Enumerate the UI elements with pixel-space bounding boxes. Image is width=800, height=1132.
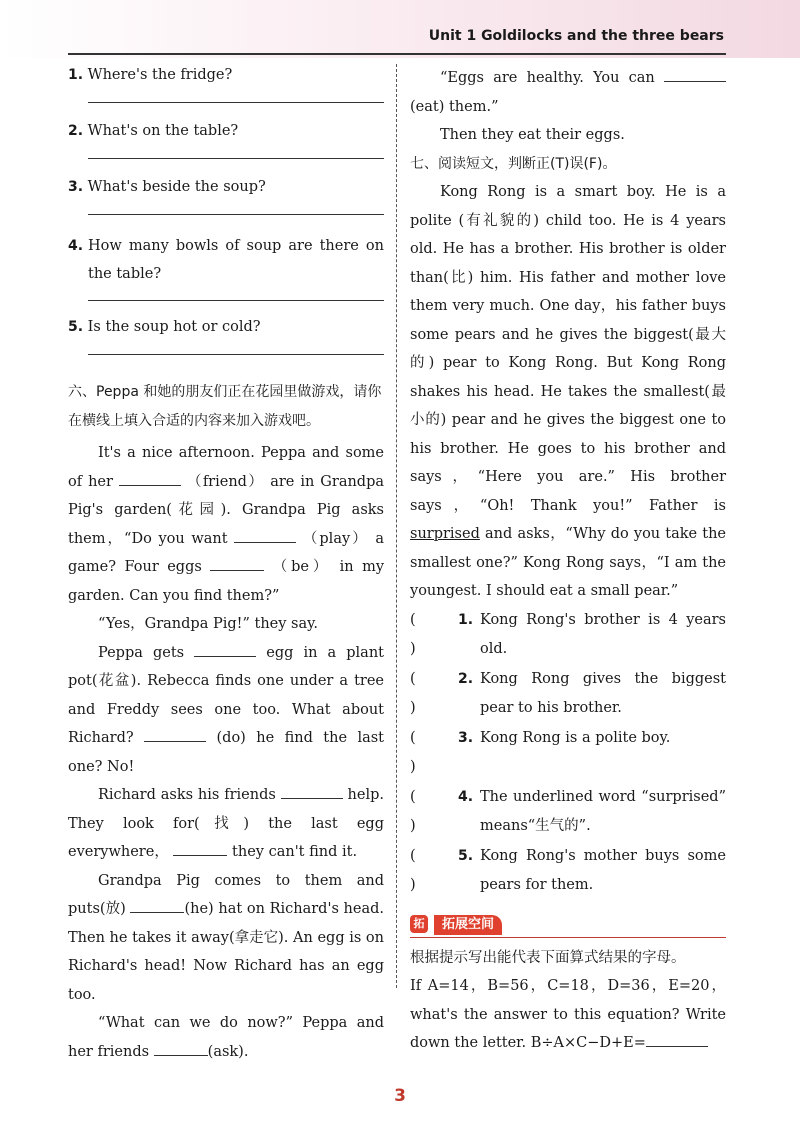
question-text: Where's the fridge? xyxy=(87,67,233,83)
fill-blank[interactable] xyxy=(144,727,206,742)
unit-title: Unit 1 Goldilocks and the three bears xyxy=(428,28,724,44)
extension-question: If A=14，B=56，C=18，D=36，E=20，what's the answer to this equation? Write down the letter. B÷A×C−D+E= xyxy=(410,978,726,1051)
fill-blank[interactable] xyxy=(130,898,184,913)
passage-paragraph: “What can we do now?” Peppa and her friends (ask). xyxy=(68,1015,384,1060)
answer-paren[interactable]: ( ) xyxy=(410,670,434,716)
passage-paragraph: “Yes，Grandpa Pig!” they say. xyxy=(98,616,318,632)
fill-blank[interactable] xyxy=(210,556,264,571)
passage-paragraph: It's a nice afternoon. Peppa and some of her （friend） are in Grandpa Pig's garden(花园). Grandpa Pig asks them，“Do you want （play） a game? Four eggs （be） in my garden. Can you find them?” xyxy=(68,445,385,604)
fill-blank[interactable] xyxy=(119,471,181,486)
extension-instruction: 根据提示写出能代表下面算式结果的字母。 xyxy=(410,949,686,966)
question-2: 2. What's on the table? xyxy=(68,120,384,176)
question-text: What's on the table? xyxy=(87,123,239,139)
answer-line[interactable] xyxy=(88,214,384,215)
tf-item-5: ( ) 5. Kong Rong's mother buys some pears for them. xyxy=(410,842,726,901)
tf-item-1: ( ) 1. Kong Rong's brother is 4 years old. xyxy=(410,606,726,665)
header-rule xyxy=(68,53,726,55)
question-3: 3. What's beside the soup? xyxy=(68,176,384,232)
passage-paragraph: “Eggs are healthy. You can (eat) them.” xyxy=(410,64,726,121)
tf-item-4: ( ) 4. The underlined word “surprised” means“生气的”. xyxy=(410,783,726,842)
reading-passage: Kong Rong is a smart boy. He is a polite (有礼貌的) child too. He is 4 years old. He has a brother. His brother is older than(比) him. His father and mother love them very much. One day，his father buys some pears and he gives the biggest(最大的) pear to Kong Rong. But Kong Rong shakes his head. He takes the smallest(最小的) pear and he gives the biggest one to his brother. He goes to his brother and says，“Here you are.” His brother says，“Oh! Thank you!” Father is surprised and asks，“Why do you take the smallest one?” Kong Rong says，“I am the youngest. I should eat a small pear.” xyxy=(410,184,727,599)
underlined-word: surprised xyxy=(410,526,480,542)
fill-blank[interactable] xyxy=(664,67,726,82)
column-divider xyxy=(396,64,397,988)
question-4: 4. How many bowls of soup are there on the table? xyxy=(68,232,384,316)
section-7-heading: 七、阅读短文，判断正(T)误(F)。 xyxy=(410,155,617,172)
question-text: Is the soup hot or cold? xyxy=(87,319,261,335)
question-text: What's beside the soup? xyxy=(87,179,266,195)
fill-blank[interactable] xyxy=(234,528,296,543)
passage-paragraph: Then they eat their eggs. xyxy=(440,127,625,143)
answer-line[interactable] xyxy=(88,354,384,355)
fill-blank[interactable] xyxy=(173,841,227,856)
question-5: 5. Is the soup hot or cold? xyxy=(68,316,384,374)
section-6-heading: 六、Peppa 和她的朋友们正在花园里做游戏，请你在横线上填入合适的内容来加入游戏吧。 xyxy=(68,384,382,429)
right-column xyxy=(410,64,726,1058)
passage-paragraph: Richard asks his friends help. They look for(找) the last egg everywhere， they can't find it. xyxy=(68,781,384,867)
fill-blank[interactable] xyxy=(154,1041,208,1056)
question-text: How many bowls of soup are there on the table? xyxy=(88,238,384,282)
fill-blank[interactable] xyxy=(194,642,256,657)
extension-banner xyxy=(410,915,726,938)
answer-paren[interactable]: ( ) xyxy=(410,788,434,834)
answer-paren[interactable]: ( ) xyxy=(410,729,434,775)
fill-blank[interactable] xyxy=(646,1032,708,1047)
tf-item-2: ( ) 2. Kong Rong gives the biggest pear to his brother. xyxy=(410,665,726,724)
question-1: 1. Where's the fridge? xyxy=(68,64,384,120)
answer-line[interactable] xyxy=(88,300,384,301)
answer-line[interactable] xyxy=(88,158,384,159)
tf-item-3: ( ) 3. Kong Rong is a polite boy. xyxy=(410,724,726,783)
passage-paragraph: Grandpa Pig comes to them and puts(放) (he) hat on Richard's head. Then he takes it away(拿走它). An egg is on Richard's head! Now Richard has an egg too. xyxy=(68,872,385,1003)
passage-paragraph: Peppa gets egg in a plant pot(花盆). Rebecca finds one under a tree and Freddy sees one too. What about Richard? (do) he find the last one? No! xyxy=(68,639,384,782)
extension-icon: 拓 xyxy=(410,915,428,933)
answer-paren[interactable]: ( ) xyxy=(410,847,434,893)
page-number: 3 xyxy=(394,1086,406,1106)
extension-title: 拓展空间 xyxy=(434,915,502,935)
answer-line[interactable] xyxy=(88,102,384,103)
answer-paren[interactable]: ( ) xyxy=(410,611,434,657)
left-column xyxy=(68,64,384,1066)
fill-blank[interactable] xyxy=(281,784,343,799)
